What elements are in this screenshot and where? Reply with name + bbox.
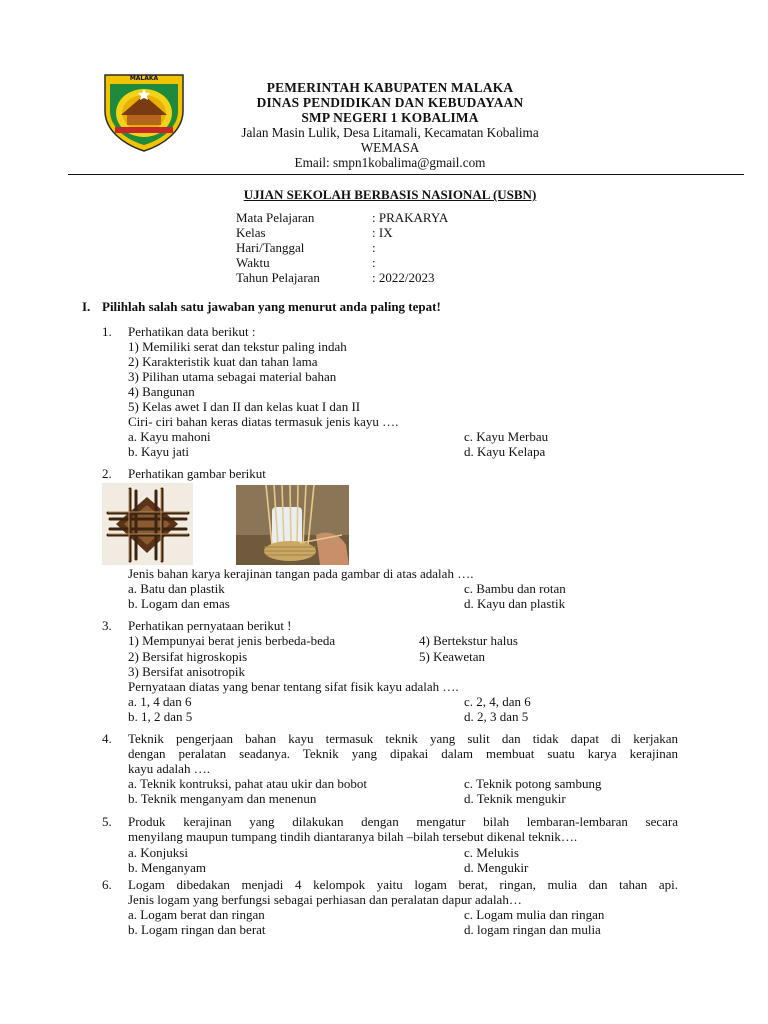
list-item: 3) Pilihan utama sebagai material bahan	[128, 369, 337, 384]
option-c[interactable]: c. Melukis	[464, 845, 519, 860]
list-item: 1) Memiliki serat dan tekstur paling indah	[128, 339, 347, 354]
meta-label: Kelas	[236, 225, 266, 240]
question-text: Jenis logam yang berfungsi sebagai perhiasan dan peralatan dapur adalah…	[128, 892, 522, 907]
question-text: Jenis bahan karya kerajinan tangan pada gambar di atas adalah ….	[128, 566, 474, 581]
option-a[interactable]: a. 1, 4 dan 6	[128, 694, 192, 709]
option-b[interactable]: b. Kayu jati	[128, 444, 190, 459]
section-title: Pilihlah salah satu jawaban yang menurut anda paling tepat!	[102, 299, 441, 314]
meta-label: Mata Pelajaran	[236, 210, 315, 225]
list-item: 3) Bersifat anisotropik	[128, 664, 245, 679]
option-b[interactable]: b. Teknik menganyam dan menenun	[128, 791, 317, 806]
meta-row	[236, 225, 536, 240]
list-item: 2) Bersifat higroskopis	[128, 649, 248, 664]
question-text: Pernyataan diatas yang benar tentang sifat fisik kayu adalah ….	[128, 679, 459, 694]
question-text: Teknik pengerjaan bahan kayu termasuk teknik yang sulit dan tidak dapat di kerjakan	[128, 731, 678, 746]
question-number: 2.	[102, 466, 112, 481]
header-email: Email: smpn1kobalima@gmail.com	[294, 155, 486, 170]
list-item: 5) Kelas awet I dan II dan kelas kuat I dan II	[128, 399, 361, 414]
section-number: I.	[82, 299, 91, 314]
option-d[interactable]: d. Kayu Kelapa	[464, 444, 546, 459]
option-d[interactable]: d. 2, 3 dan 5	[464, 709, 529, 724]
question-number: 1.	[102, 324, 112, 339]
option-c[interactable]: c. 2, 4, dan 6	[464, 694, 531, 709]
option-a[interactable]: a. Teknik kontruksi, pahat atau ukir dan bobot	[128, 776, 367, 791]
question-number: 6.	[102, 877, 112, 892]
question-text: menyilang maupun tumpang tindih diantaranya bilah –bilah tersebut dikenal teknik….	[128, 829, 578, 844]
option-c[interactable]: c. Bambu dan rotan	[464, 581, 566, 596]
option-d[interactable]: d. logam ringan dan mulia	[464, 922, 601, 937]
option-b[interactable]: b. 1, 2 dan 5	[128, 709, 193, 724]
school-logo	[101, 71, 187, 153]
question-text: Produk kerajinan yang dilakukan dengan mengatur bilah lembaran-lembaran secara	[128, 814, 678, 829]
meta-value: :	[372, 255, 376, 270]
meta-value: : IX	[372, 225, 393, 240]
option-d[interactable]: d. Mengukir	[464, 860, 529, 875]
question-intro: Perhatikan data berikut :	[128, 324, 256, 339]
option-c[interactable]: c. Logam mulia dan ringan	[464, 907, 605, 922]
question-text: Ciri- ciri bahan keras diatas termasuk jenis kayu ….	[128, 414, 399, 429]
logo-text: MALAKA	[129, 75, 159, 82]
question-number: 4.	[102, 731, 112, 746]
question-intro: Perhatikan gambar berikut	[128, 466, 266, 481]
header-line-2: DINAS PENDIDIKAN DAN KEBUDAYAAN	[256, 95, 524, 110]
meta-label: Waktu	[236, 255, 270, 270]
option-c[interactable]: c. Teknik potong sambung	[464, 776, 602, 791]
header-line-1: PEMERINTAH KABUPATEN MALAKA	[266, 80, 514, 95]
question-number: 3.	[102, 618, 112, 633]
option-a[interactable]: a. Konjuksi	[128, 845, 188, 860]
bamboo-frame-image	[102, 483, 193, 565]
header-divider	[68, 174, 744, 175]
rattan-weaving-image	[236, 485, 349, 565]
exam-title: UJIAN SEKOLAH BERBASIS NASIONAL (USBN)	[243, 187, 537, 202]
question-text: dengan peralatan seadanya. Teknik yang dipakai dalam membuat suatu karya kerajinan	[128, 746, 678, 761]
question-text: kayu adalah ….	[128, 761, 210, 776]
option-d[interactable]: d. Teknik mengukir	[464, 791, 566, 806]
header-city: WEMASA	[360, 140, 420, 155]
header-address: Jalan Masin Lulik, Desa Litamali, Kecamatan Kobalima	[241, 125, 539, 140]
option-a[interactable]: a. Batu dan plastik	[128, 581, 225, 596]
meta-row	[236, 255, 536, 270]
meta-row	[236, 240, 536, 255]
option-a[interactable]: a. Kayu mahoni	[128, 429, 211, 444]
list-item: 5) Keawetan	[419, 649, 486, 664]
option-b[interactable]: b. Menganyam	[128, 860, 206, 875]
meta-value: :	[372, 240, 376, 255]
option-d[interactable]: d. Kayu dan plastik	[464, 596, 566, 611]
header-line-3: SMP NEGERI 1 KOBALIMA	[301, 110, 479, 125]
list-item: 4) Bangunan	[128, 384, 195, 399]
option-b[interactable]: b. Logam dan emas	[128, 596, 230, 611]
meta-value: : 2022/2023	[372, 270, 435, 285]
list-item: 2) Karakteristik kuat dan tahan lama	[128, 354, 318, 369]
list-item: 4) Bertekstur halus	[419, 633, 518, 648]
meta-row	[236, 270, 536, 285]
list-item: 1) Mempunyai berat jenis berbeda-beda	[128, 633, 336, 648]
meta-value: : PRAKARYA	[372, 210, 449, 225]
option-b[interactable]: b. Logam ringan dan berat	[128, 922, 266, 937]
question-text: Logam dibedakan menjadi 4 kelompok yaitu logam berat, ringan, mulia dan tahan api.	[128, 877, 678, 892]
meta-label: Hari/Tanggal	[236, 240, 305, 255]
question-number: 5.	[102, 814, 112, 829]
option-a[interactable]: a. Logam berat dan ringan	[128, 907, 265, 922]
meta-label: Tahun Pelajaran	[236, 270, 320, 285]
meta-row	[236, 210, 536, 225]
question-intro: Perhatikan pernyataan berikut !	[128, 618, 292, 633]
option-c[interactable]: c. Kayu Merbau	[464, 429, 549, 444]
